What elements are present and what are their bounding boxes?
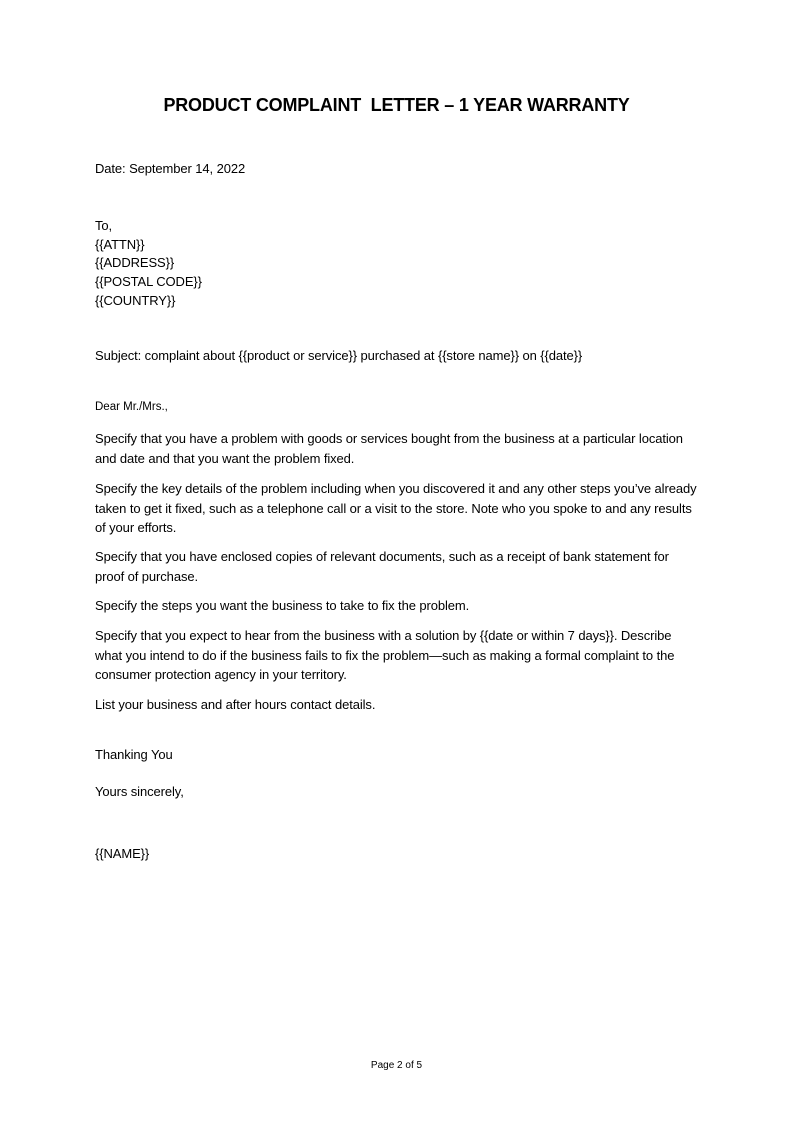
body-paragraph: Specify that you expect to hear from the business with a solution by {{date or within 7 days}}. Describe what you intend to do if the business fails to fix the problem—such as making a formal complaint to the consumer protection agency in your territory. bbox=[95, 628, 675, 683]
closing-signoff: Yours sincerely, bbox=[95, 784, 184, 799]
recipient-attn-placeholder: {{ATTN}} bbox=[95, 236, 145, 252]
salutation: Dear Mr./Mrs., bbox=[95, 401, 168, 413]
recipient-country-placeholder: {{COUNTRY}} bbox=[95, 292, 176, 308]
recipient-block bbox=[95, 217, 701, 311]
body-paragraph: Specify that you have a problem with goods or services bought from the business at a particular location and date and that you want the problem fixed. bbox=[95, 431, 683, 466]
body-paragraph: Specify the key details of the problem including when you discovered it and any other steps you’ve already taken to get it fixed, such as a telephone call or a visit to the store. Note who you spoke to and any results of your efforts. bbox=[95, 481, 697, 536]
recipient-postal-code-placeholder: {{POSTAL CODE}} bbox=[95, 274, 202, 290]
recipient-label: To, bbox=[95, 218, 113, 233]
body-paragraph: Specify the steps you want the business to take to fix the problem. bbox=[95, 598, 470, 613]
date-line: Date: September 14, 2022 bbox=[95, 161, 246, 176]
page-title: PRODUCT COMPLAINT LETTER – 1 YEAR WARRANTY bbox=[163, 95, 630, 115]
page-number-indicator: Page 2 of 5 bbox=[370, 1060, 423, 1071]
body-paragraph: List your business and after hours contact details. bbox=[95, 697, 376, 712]
signature-name-placeholder: {{NAME}} bbox=[95, 846, 150, 861]
subject-line: Subject: complaint about {{product or service}} purchased at {{store name}} on {{date}} bbox=[95, 348, 583, 363]
recipient-address-placeholder: {{ADDRESS}} bbox=[95, 255, 175, 271]
closing-thanks: Thanking You bbox=[95, 747, 173, 762]
body-paragraph: Specify that you have enclosed copies of relevant documents, such as a receipt of bank statement for proof of purchase. bbox=[95, 549, 669, 584]
